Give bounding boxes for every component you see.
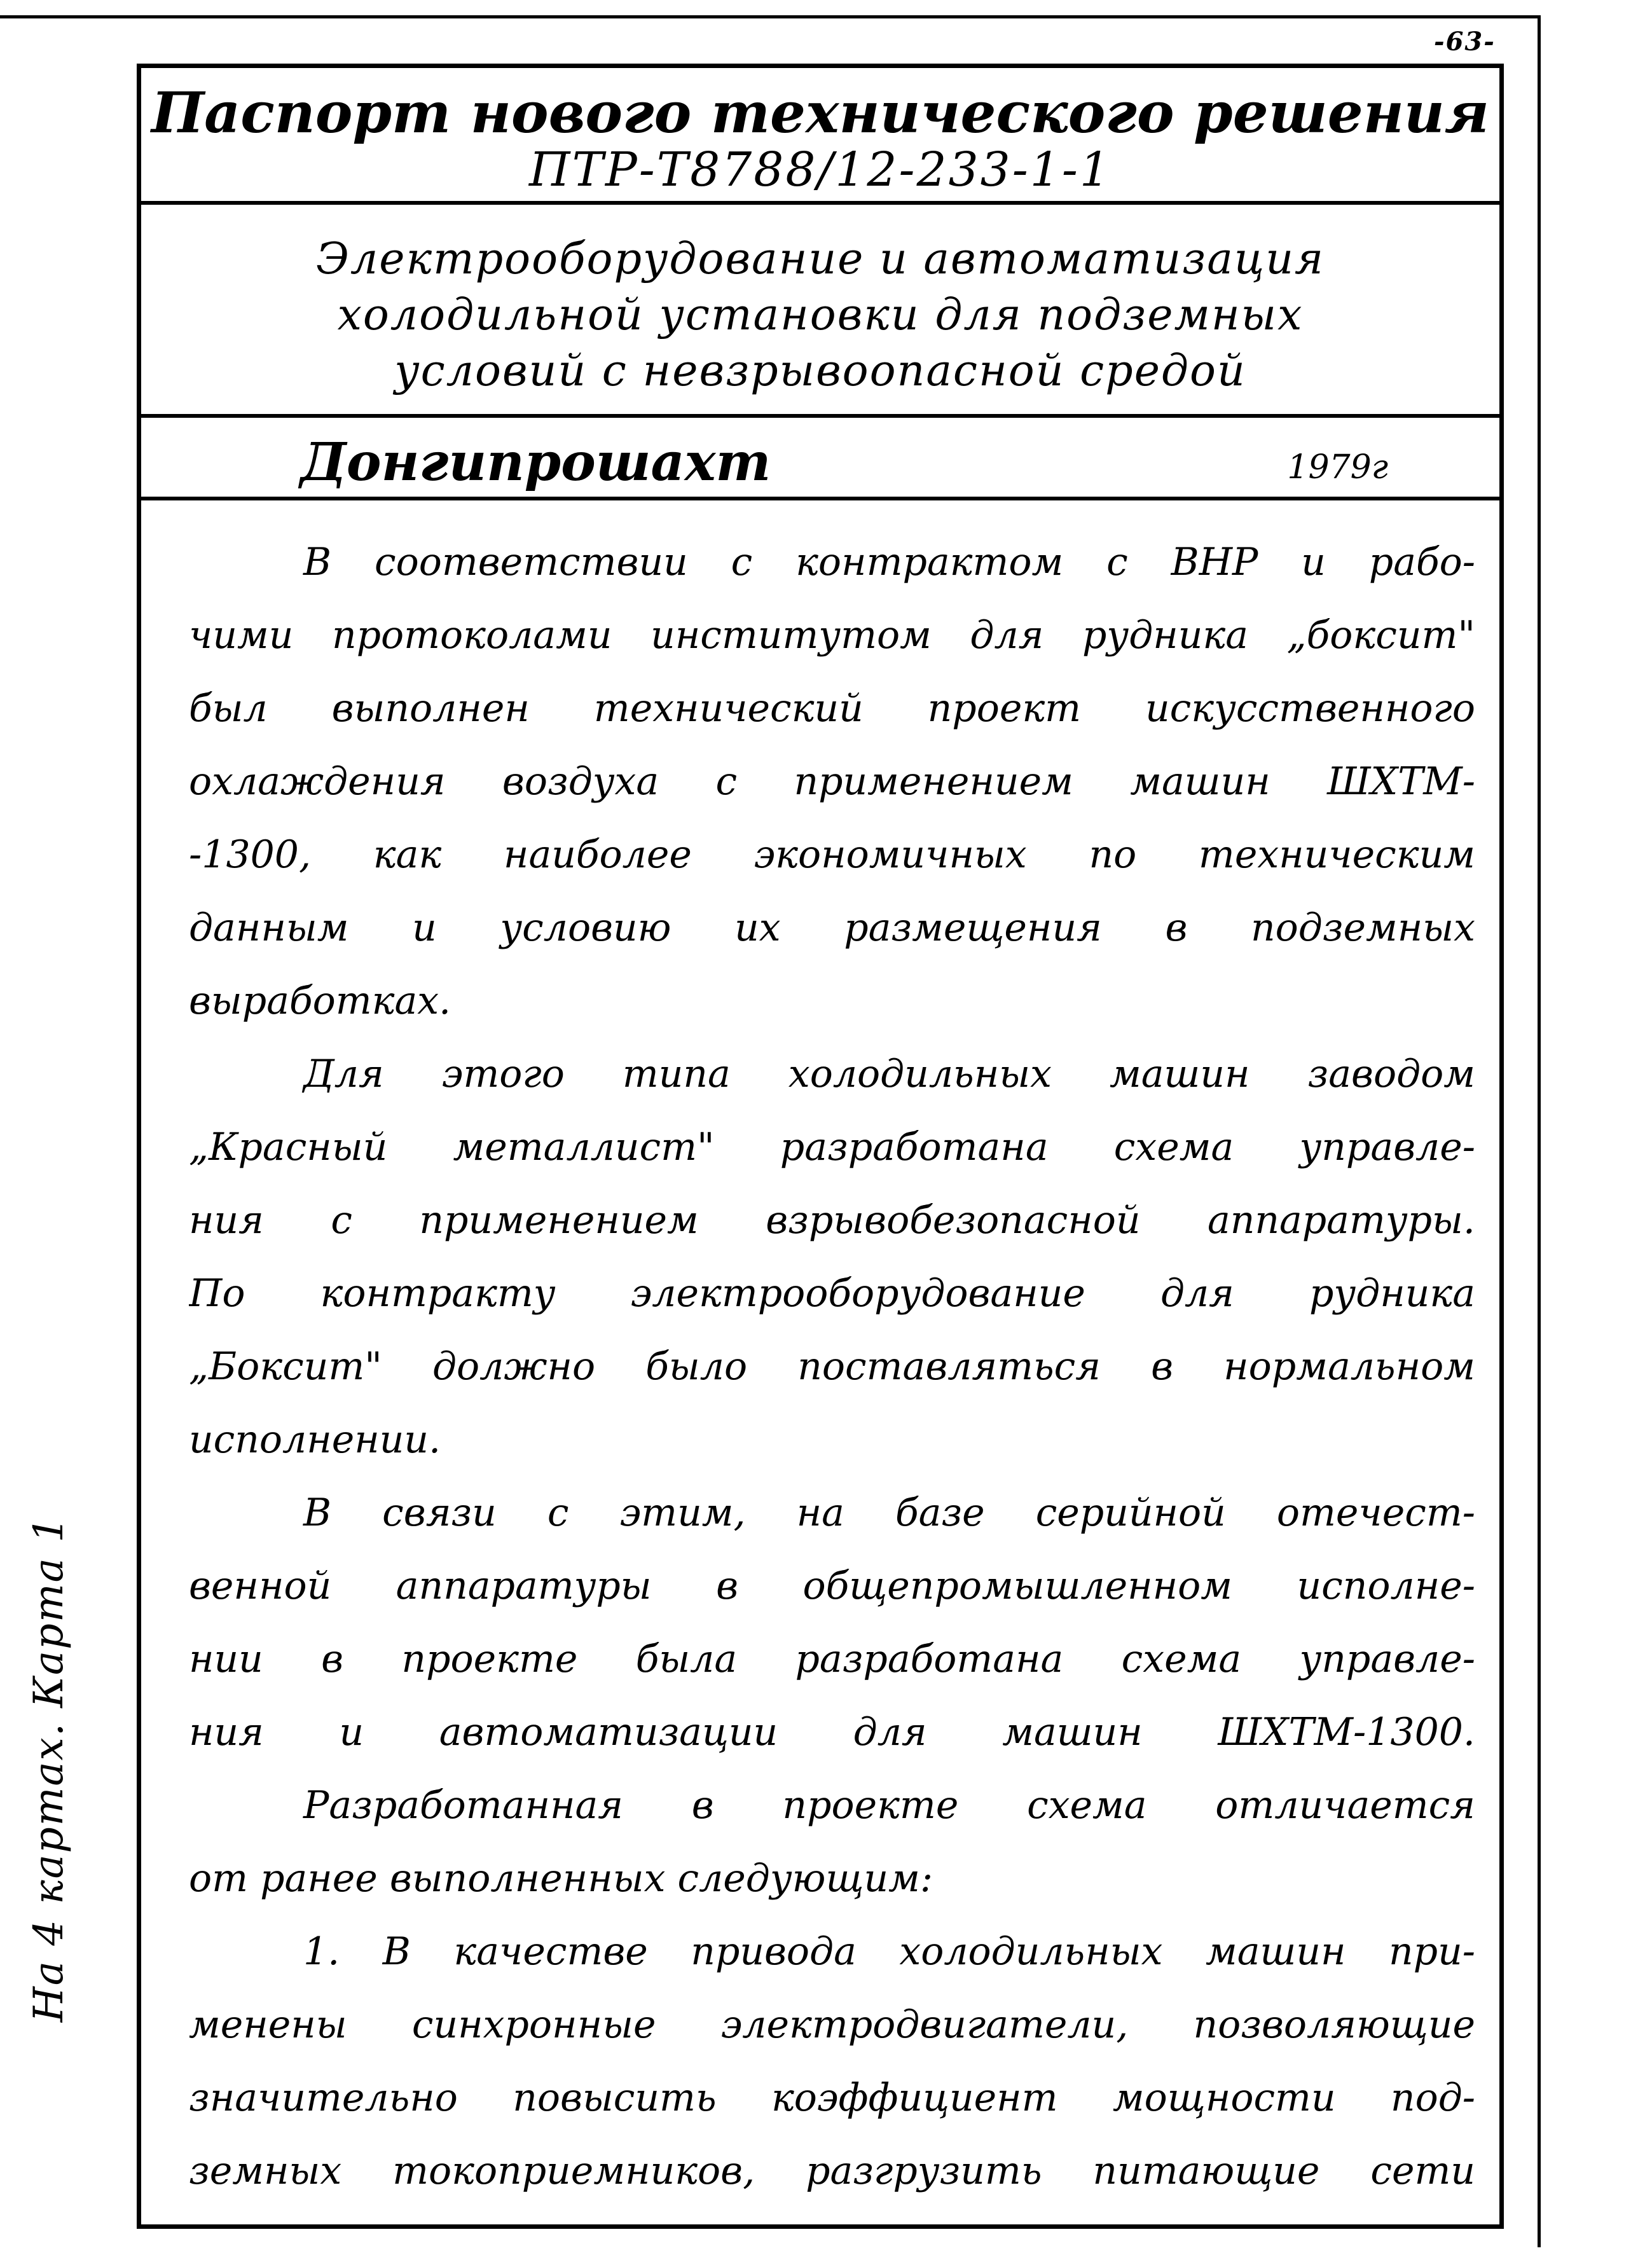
body-line: значительно повысить коэффициент мощности под- (189, 2076, 1475, 2120)
top-rule (0, 15, 1539, 18)
body-line: 1. В качестве привода холодильных машин при- (303, 1929, 1475, 1974)
document-code: ПТР-Т8788/12-233-1-1 (529, 142, 1112, 197)
body-line: нии в проекте была разработана схема управле- (189, 1637, 1475, 1681)
body-line: от ранее выполненных следующим: (189, 1856, 933, 1901)
body-line: охлаждения воздуха с применением машин ШХТМ- (189, 759, 1475, 804)
title-block (141, 68, 1499, 205)
document-frame (137, 64, 1504, 2229)
margin-note: На 4 картах. Карта 1 (25, 1515, 72, 2022)
body-line: выработках. (189, 979, 451, 1023)
subject-line: условий с невзрывоопасной средой (394, 346, 1246, 396)
body-line: „Красный металлист" разработана схема управле- (189, 1125, 1475, 1169)
body-line: земных токоприемников, разгрузить питающие сети (189, 2149, 1475, 2193)
body-line: менены синхронные электродвигатели, позволяющие (189, 2002, 1475, 2047)
body-line: Для этого типа холодильных машин заводом (303, 1052, 1475, 1096)
organization-year: 1979г (1287, 448, 1388, 486)
body-line: был выполнен технический проект искусственного (189, 686, 1475, 731)
subject-line: холодильной установки для подземных (337, 290, 1304, 340)
right-rule (1538, 15, 1541, 2247)
body-line: В связи с этим, на базе серийной отечест- (303, 1491, 1475, 1535)
body-line: По контракту электрооборудование для рудника (189, 1271, 1475, 1316)
body-line: венной аппаратуры в общепромышленном исполне- (189, 1564, 1475, 1608)
body-line: В соответствии с контрактом с ВНР и рабо- (303, 540, 1475, 584)
body-line: чими протоколами институтом для рудника „боксит" (189, 613, 1475, 658)
body-line: Разработанная в проекте схема отличается (303, 1783, 1475, 1828)
page-number: -63- (1434, 27, 1496, 57)
document-title: Паспорт нового технического решения (151, 79, 1489, 146)
body-line: -1300, как наиболее экономичных по техническим (189, 832, 1475, 877)
body-text (141, 526, 1499, 2208)
subject-block (141, 205, 1499, 418)
organization-block (141, 418, 1499, 500)
body-line: „Боксит" должно было поставляться в нормальном (189, 1344, 1475, 1389)
body-line: данным и условию их размещения в подземных (189, 906, 1475, 950)
body-line: исполнении. (189, 1417, 441, 1462)
body-line: ния и автоматизации для машин ШХТМ-1300. (189, 1710, 1475, 1754)
body-line: ния с применением взрывобезопасной аппаратуры. (189, 1198, 1475, 1243)
organization-name: Донгипрошахт (300, 432, 771, 493)
subject-line: Электрооборудование и автоматизация (315, 234, 1325, 284)
